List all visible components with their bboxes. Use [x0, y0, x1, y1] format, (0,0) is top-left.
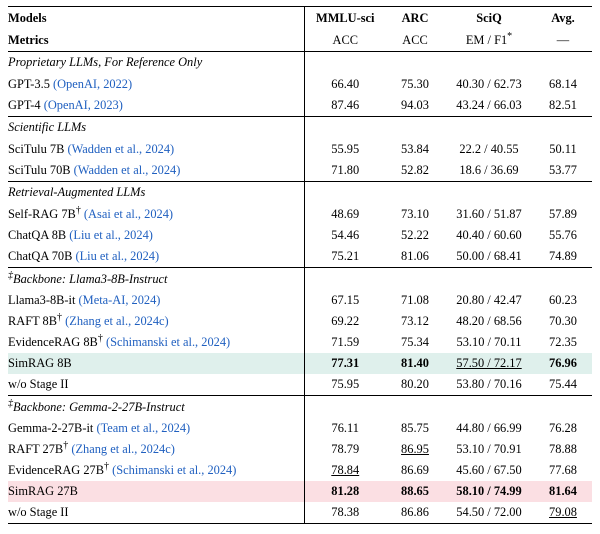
model-name: ChatQA 70B (Liu et al., 2024) [8, 246, 304, 268]
value-arc: 52.82 [386, 160, 444, 182]
table-row [8, 139, 592, 160]
metrics-label: Metrics [8, 30, 304, 52]
value-sciq: 20.80 / 42.47 [456, 292, 522, 307]
model-name: ChatQA 8B (Liu et al., 2024) [8, 225, 304, 246]
table-row [8, 439, 592, 460]
model-name: GPT-3.5 (OpenAI, 2022) [8, 74, 304, 95]
value-arc: 88.65 [386, 481, 444, 502]
value-sciq: 45.60 / 67.50 [456, 462, 522, 477]
table-row [8, 95, 592, 117]
value-sciq: 53.10 / 70.91 [456, 441, 522, 456]
model-name: EvidenceRAG 27B† (Schimanski et al., 2024) [8, 460, 304, 481]
model-name: EvidenceRAG 8B† (Schimanski et al., 2024) [8, 332, 304, 353]
value-mmlu: 77.31 [304, 353, 386, 374]
col-header-models: Models [8, 7, 304, 30]
col-header-sciq: SciQ [444, 7, 534, 30]
section-title: ‡Backbone: Llama3-8B-Instruct [8, 267, 304, 290]
value-sciq: 54.50 / 72.00 [444, 502, 534, 524]
value-sciq: 18.6 / 36.69 [444, 160, 534, 182]
value-mmlu: 75.95 [304, 374, 386, 396]
value-mmlu: 69.22 [331, 313, 360, 328]
citation-link[interactable]: (Zhang et al., 2024c) [65, 314, 169, 329]
table-row [8, 460, 592, 481]
value-avg: 60.23 [549, 292, 577, 307]
metric-sciq: EM / F1* [444, 30, 534, 52]
table-header-row [8, 7, 592, 30]
value-sciq: 48.20 / 68.56 [456, 313, 522, 328]
value-avg: 81.64 [534, 481, 592, 502]
model-name: w/o Stage II [8, 502, 304, 524]
model-name: SimRAG 27B [8, 481, 304, 502]
value-sciq: 58.10 / 74.99 [444, 481, 534, 502]
value-arc: 86.86 [386, 502, 444, 524]
value-mmlu: 54.46 [331, 227, 360, 242]
table-row [8, 481, 592, 502]
value-sciq: 40.30 / 62.73 [456, 76, 522, 91]
value-avg: 76.28 [549, 420, 577, 435]
metric-arc: ACC [386, 30, 444, 52]
value-mmlu: 48.69 [331, 206, 360, 221]
value-avg: 79.08 [534, 502, 592, 524]
value-sciq: 43.24 / 66.03 [444, 95, 534, 117]
col-header-avg: Avg. [534, 7, 592, 30]
value-avg: 77.68 [549, 462, 577, 477]
value-sciq: 53.80 / 70.16 [444, 374, 534, 396]
value-mmlu: 71.80 [304, 160, 386, 182]
value-sciq: 31.60 / 51.87 [456, 206, 522, 221]
value-avg: 74.89 [534, 246, 592, 268]
value-avg: 53.77 [534, 160, 592, 182]
table-row [8, 332, 592, 353]
value-sciq: 57.50 / 72.17 [444, 353, 534, 374]
table-row [8, 311, 592, 332]
value-arc: 86.95 [401, 441, 429, 456]
citation-link[interactable]: (Team et al., 2024) [96, 420, 191, 435]
value-avg: 78.88 [549, 441, 577, 456]
value-avg: 57.89 [549, 206, 577, 221]
value-mmlu: 87.46 [304, 95, 386, 117]
value-arc: 94.03 [386, 95, 444, 117]
value-arc: 80.20 [386, 374, 444, 396]
value-mmlu: 78.79 [331, 441, 360, 456]
metric-avg: — [534, 30, 592, 52]
col-header-arc: ARC [386, 7, 444, 30]
model-name: SimRAG 8B [8, 353, 304, 374]
value-avg: 68.14 [549, 76, 577, 91]
model-name: Gemma-2-27B-it (Team et al., 2024) [8, 418, 304, 439]
citation-link[interactable]: (Schimanski et al., 2024) [112, 463, 237, 478]
metric-mmlu: ACC [304, 30, 386, 52]
model-name: Llama3-8B-it (Meta-AI, 2024) [8, 290, 304, 311]
value-avg: 50.11 [549, 141, 577, 156]
section-header [8, 181, 592, 204]
value-mmlu: 75.21 [304, 246, 386, 268]
section-header [8, 395, 592, 418]
value-mmlu: 78.38 [304, 502, 386, 524]
section-title: ‡Backbone: Gemma-2-27B-Instruct [8, 395, 304, 418]
table-row [8, 290, 592, 311]
table-row [8, 374, 592, 396]
value-sciq: 53.10 / 70.11 [456, 334, 522, 349]
value-mmlu: 78.84 [331, 462, 360, 477]
value-arc: 52.22 [401, 227, 429, 242]
value-mmlu: 66.40 [331, 76, 360, 91]
value-avg: 75.44 [534, 374, 592, 396]
section-header [8, 267, 592, 290]
table-row [8, 502, 592, 524]
value-arc: 85.75 [401, 420, 429, 435]
value-arc: 53.84 [401, 141, 429, 156]
model-name: Self-RAG 7B† (Asai et al., 2024) [8, 204, 304, 225]
value-avg: 72.35 [549, 334, 577, 349]
value-sciq: 50.00 / 68.41 [444, 246, 534, 268]
citation-link[interactable]: (Asai et al., 2024) [83, 207, 174, 222]
value-arc: 73.12 [401, 313, 429, 328]
citation-link[interactable]: (Liu et al., 2024) [69, 227, 153, 242]
value-avg: 76.96 [534, 353, 592, 374]
value-mmlu: 55.95 [331, 141, 360, 156]
results-table-body [8, 7, 592, 524]
table-row [8, 74, 592, 95]
value-arc: 81.40 [386, 353, 444, 374]
model-name: SciTulu 7B (Wadden et al., 2024) [8, 139, 304, 160]
model-name: SciTulu 70B (Wadden et al., 2024) [8, 160, 304, 182]
citation-link[interactable]: (Schimanski et al., 2024) [105, 335, 231, 350]
value-mmlu: 76.11 [331, 420, 359, 435]
value-avg: 82.51 [534, 95, 592, 117]
table-row [8, 246, 592, 268]
value-sciq: 22.2 / 40.55 [459, 141, 519, 156]
citation-link[interactable]: (Liu et al., 2024) [75, 248, 160, 263]
value-arc: 75.30 [401, 76, 429, 91]
value-sciq: 44.80 / 66.99 [456, 420, 522, 435]
table-row [8, 418, 592, 439]
col-header-mmlu: MMLU-sci [304, 7, 386, 30]
section-title: Proprietary LLMs, For Reference Only [8, 51, 304, 74]
section-title: Retrieval-Augmented LLMs [8, 181, 304, 204]
table-row [8, 225, 592, 246]
value-avg: 55.76 [549, 227, 577, 242]
model-name: w/o Stage II [8, 374, 304, 396]
section-title: Scientific LLMs [8, 116, 304, 139]
value-mmlu: 81.28 [304, 481, 386, 502]
table-row [8, 204, 592, 225]
citation-link[interactable]: (Zhang et al., 2024c) [71, 442, 175, 457]
table-row [8, 160, 592, 182]
value-mmlu: 71.59 [331, 334, 360, 349]
table-metrics-row [8, 30, 592, 52]
citation-link[interactable]: (Wadden et al., 2024) [73, 162, 181, 177]
value-mmlu: 67.15 [331, 292, 360, 307]
value-arc: 81.06 [386, 246, 444, 268]
citation-link[interactable]: (Meta-AI, 2024) [78, 292, 161, 307]
value-arc: 86.69 [401, 462, 429, 477]
section-header [8, 51, 592, 74]
value-sciq: 40.40 / 60.60 [456, 227, 522, 242]
table-row [8, 353, 592, 374]
model-name: RAFT 27B† (Zhang et al., 2024c) [8, 439, 304, 460]
citation-link[interactable]: (OpenAI, 2022) [52, 76, 133, 91]
model-name: RAFT 8B† (Zhang et al., 2024c) [8, 311, 304, 332]
citation-link[interactable]: (OpenAI, 2023) [43, 97, 123, 112]
section-header [8, 116, 592, 139]
value-arc: 73.10 [401, 206, 429, 221]
value-arc: 75.34 [401, 334, 429, 349]
value-arc: 71.08 [401, 292, 429, 307]
citation-link[interactable]: (Wadden et al., 2024) [67, 141, 175, 156]
value-avg: 70.30 [549, 313, 577, 328]
model-name: GPT-4 (OpenAI, 2023) [8, 95, 304, 117]
results-table [8, 6, 592, 524]
